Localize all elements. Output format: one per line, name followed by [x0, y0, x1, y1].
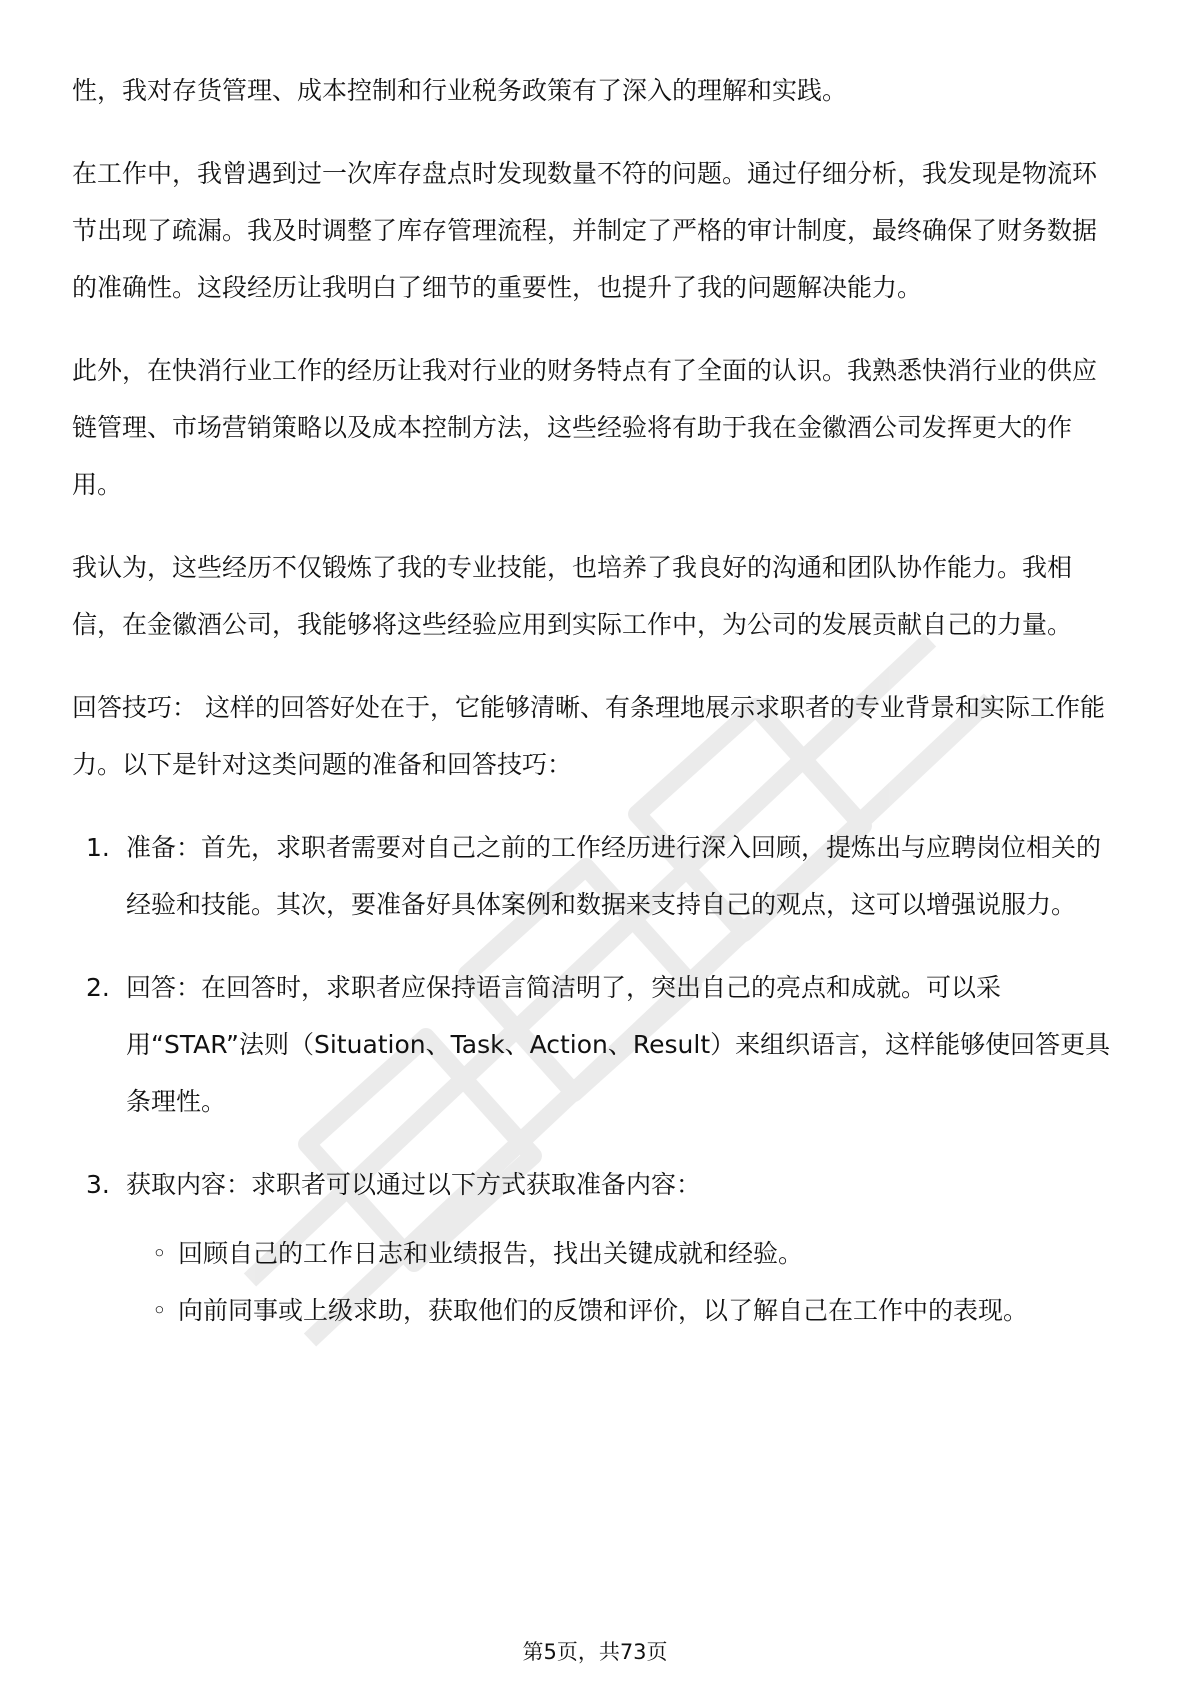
- bullet-icon: ◦: [152, 1239, 167, 1268]
- bullet-list: [126, 1225, 1118, 1339]
- list-number: 2.: [86, 973, 110, 1002]
- document-body: [72, 62, 1118, 1365]
- list-item: [72, 1156, 1118, 1339]
- bullet-item-text: 回顾自己的工作日志和业绩报告，找出关键成就和经验。: [178, 1239, 804, 1268]
- bullet-item: [72, 1225, 1118, 1282]
- list-number: 3.: [86, 1170, 110, 1199]
- list-item: [72, 819, 1118, 933]
- numbered-list: [72, 819, 1118, 1339]
- paragraph: 在工作中，我曾遇到过一次库存盘点时发现数量不符的问题。通过仔细分析，我发现是物流环节出现了疏漏。我及时调整了库存管理流程，并制定了严格的审计制度，最终确保了财务数据的准确性。这段经历让我明白了细节的重要性，也提升了我的问题解决能力。: [72, 159, 1098, 302]
- list-item-text: 获取内容：求职者可以通过以下方式获取准备内容：: [126, 1170, 702, 1199]
- bullet-item: [72, 1282, 1118, 1339]
- paragraph: 此外，在快消行业工作的经历让我对行业的财务特点有了全面的认识。我熟悉快消行业的供应链管理、市场营销策略以及成本控制方法，这些经验将有助于我在金徽酒公司发挥更大的作用。: [72, 356, 1098, 499]
- list-number: 1.: [86, 833, 110, 862]
- tips-paragraph: 回答技巧： 这样的回答好处在于，它能够清晰、有条理地展示求职者的专业背景和实际工作能力。以下是针对这类问题的准备和回答技巧：: [72, 693, 1105, 779]
- list-item-text: 准备：首先，求职者需要对自己之前的工作经历进行深入回顾，提炼出与应聘岗位相关的经验和技能。其次，要准备好具体案例和数据来支持自己的观点，这可以增强说服力。: [126, 833, 1102, 919]
- paragraph: 性，我对存货管理、成本控制和行业税务政策有了深入的理解和实践。: [72, 76, 848, 105]
- bullet-item-text: 向前同事或上级求助，获取他们的反馈和评价，以了解自己在工作中的表现。: [178, 1296, 1029, 1325]
- paragraph: 我认为，这些经历不仅锻炼了我的专业技能，也培养了我良好的沟通和团队协作能力。我相信，在金徽酒公司，我能够将这些经验应用到实际工作中，为公司的发展贡献自己的力量。: [72, 553, 1073, 639]
- list-item-text: 回答：在回答时，求职者应保持语言简洁明了，突出自己的亮点和成就。可以采用“STAR”法则（Situation、Task、Action、Result）来组织语言，这样能够使回答更具条理性。: [126, 973, 1111, 1116]
- bullet-icon: ◦: [152, 1296, 167, 1325]
- page-footer: 第5页，共73页: [522, 1640, 668, 1664]
- list-item: [72, 959, 1118, 1130]
